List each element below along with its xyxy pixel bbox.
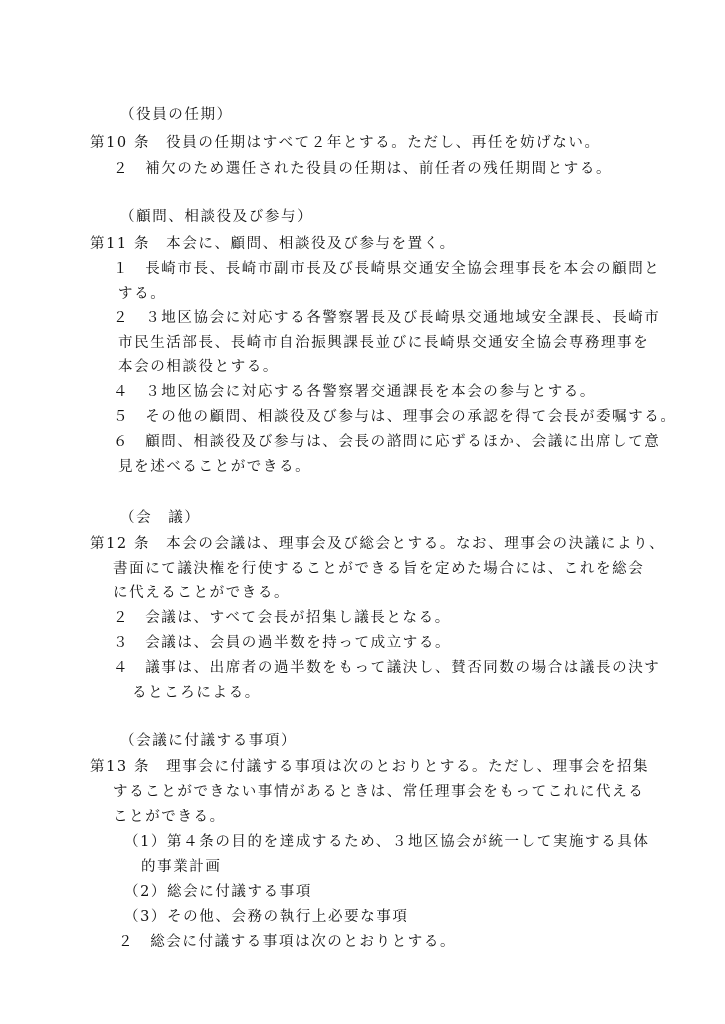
section-heading-advisors: （顧問、相談役及び参与）: [120, 209, 314, 225]
article-11-para-6-cont: 見を述べることができる。: [118, 459, 312, 475]
article-12-para-4: ４ 議事は、出席者の過半数をもって議決し、賛否同数の場合は議長の決す: [113, 660, 661, 676]
article-11-para-2-cont-1: 市民生活部長、長崎市自治振興課長並びに長崎県交通安全協会専務理事を: [118, 335, 650, 351]
article-10-text: 第10 条 役員の任期はすべて２年とする。ただし、再任を妨げない。: [90, 135, 601, 151]
article-13-para-2: ２ 総会に付議する事項は次のとおりとする。: [118, 934, 457, 950]
article-11-para-2: ２ ３地区協会に対応する各警察署長及び長崎県交通地域安全課長、長崎市: [113, 310, 661, 326]
article-12-text: 第12 条 本会の会議は、理事会及び総会とする。なお、理事会の決議により、: [90, 536, 666, 552]
article-13-item-1-cont: 的事業計画: [141, 859, 222, 875]
article-12-para-3: ３ 会議は、会員の過半数を持って成立する。: [113, 635, 452, 651]
article-13-item-1: （1）第４条の目的を達成するため、３地区協会が統一して実施する具体: [124, 834, 650, 850]
article-11-para-5: ５ その他の顧問、相談役及び参与は、理事会の承認を得て会長が委嘱する。: [113, 409, 677, 425]
article-12-para-2: ２ 会議は、すべて会長が招集し議長となる。: [113, 610, 451, 626]
article-11-text: 第11 条 本会に、顧問、相談役及び参与を置く。: [90, 236, 456, 252]
article-13-text-cont-2: ことができる。: [113, 809, 226, 825]
article-11-para-4: ４ ３地区協会に対応する各警察署交通課長を本会の参与とする。: [113, 384, 596, 400]
section-heading-agenda: （会議に付議する事項）: [120, 733, 298, 749]
article-11-para-2-cont-2: 本会の相談役とする。: [118, 359, 279, 375]
article-12-text-cont-1: 書面にて議決権を行使することができる旨を定めた場合には、これを総会: [113, 561, 645, 577]
article-11-para-6: ６ 顧問、相談役及び参与は、会長の諮問に応ずるほか、会議に出席して意: [113, 434, 661, 450]
article-12-para-4-cont: るところによる。: [132, 685, 261, 701]
article-11-para-1-cont: する。: [118, 286, 167, 302]
article-13-text: 第13 条 理事会に付議する事項は次のとおりとする。ただし、理事会を招集: [90, 759, 650, 775]
article-10-para-2: ２ 補欠のため選任された役員の任期は、前任者の残任期間とする。: [113, 161, 613, 177]
article-12-text-cont-2: に代えることができる。: [113, 585, 291, 601]
article-13-text-cont-1: することができない事情があるときは、常任理事会をもってこれに代える: [113, 784, 645, 800]
article-11-para-1: １ 長崎市長、長崎市副市長及び長崎県交通安全協会理事長を本会の顧問と: [113, 261, 661, 277]
section-heading-officer-term: （役員の任期）: [120, 107, 233, 123]
section-heading-meetings: （会 議）: [120, 510, 201, 526]
article-13-item-3: （3）その他、会務の執行上必要な事項: [124, 909, 409, 925]
article-13-item-2: （2）総会に付議する事項: [124, 884, 312, 900]
